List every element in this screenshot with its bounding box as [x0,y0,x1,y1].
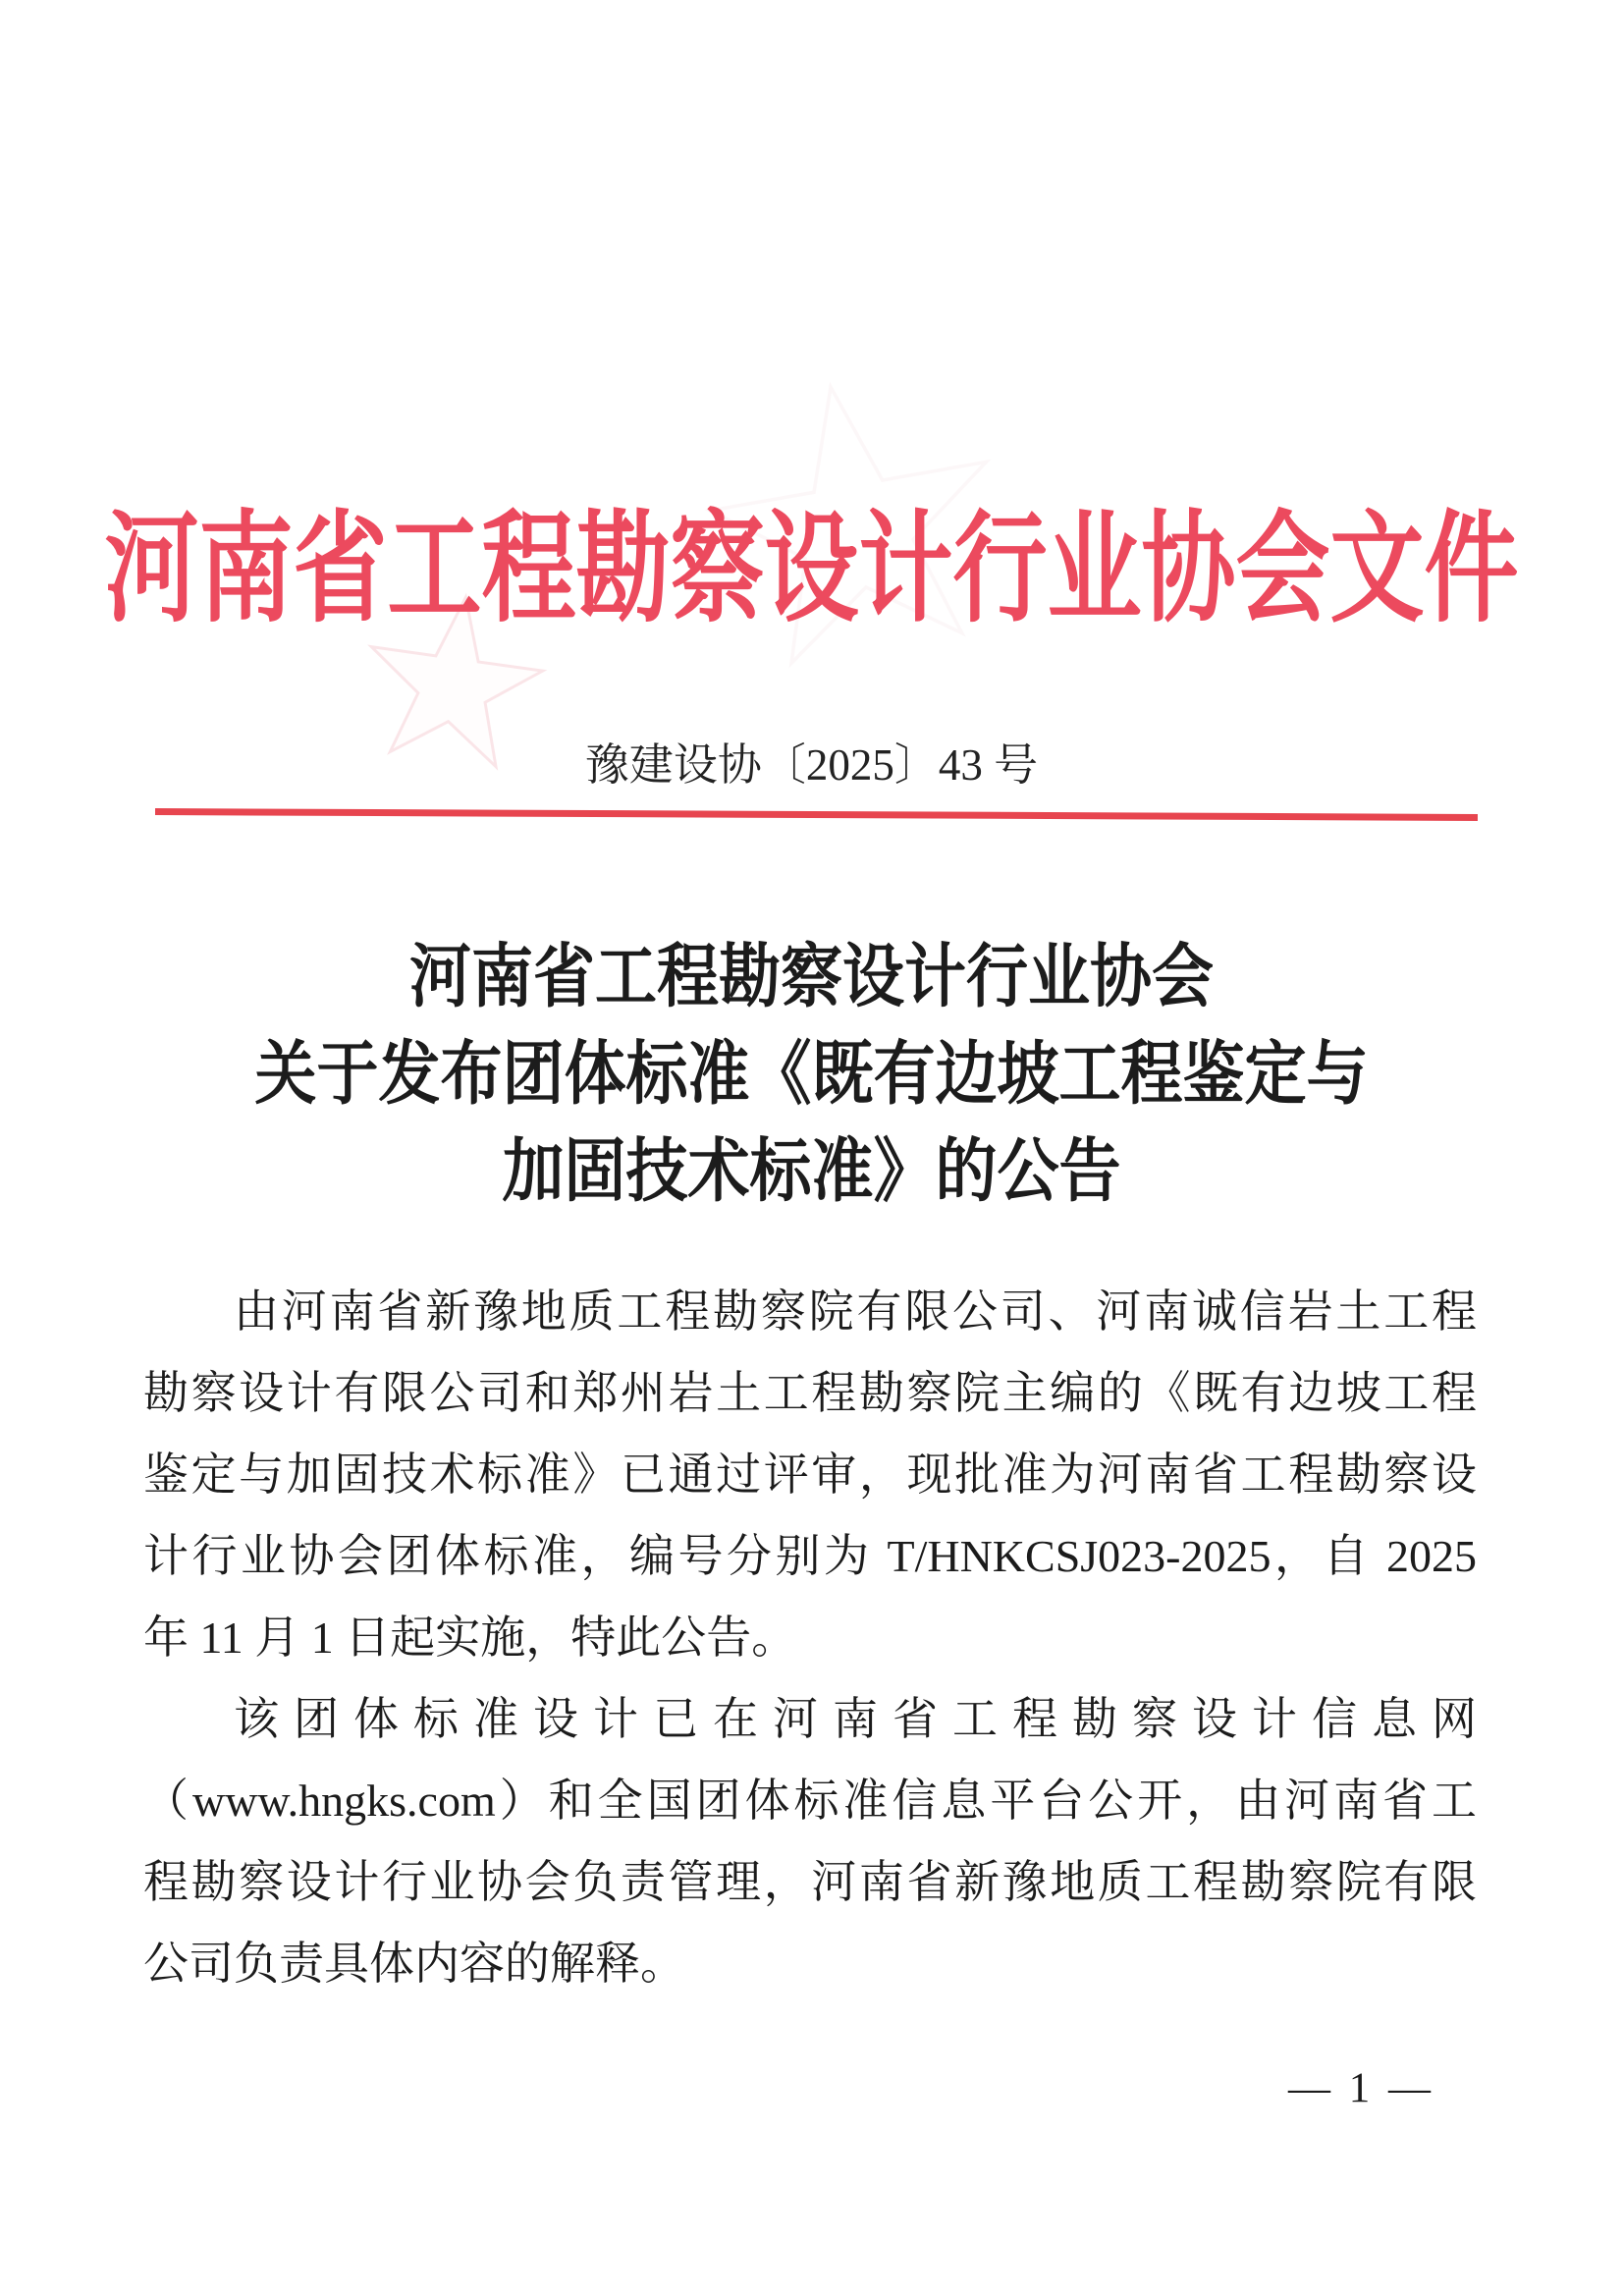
body-line: 程勘察设计行业协会负责管理，河南省新豫地质工程勘察院有限 [143,1857,1477,1907]
letterhead-title: 河南省工程勘察设计行业协会文件 [104,502,1519,637]
body-line: 勘察设计有限公司和郑州岩土工程勘察院主编的《既有边坡工程 [143,1368,1477,1418]
body-line: 公司负责具体内容的解释。 [143,1939,685,1989]
announcement-title-line-3: 加固技术标准》的公告 [502,1132,1121,1211]
announcement-title-line-1: 河南省工程勘察设计行业协会 [409,938,1214,1016]
announcement-title [0,929,1623,1221]
red-divider-rule [155,808,1478,821]
body-line: 年 11 月 1 日起实施，特此公告。 [143,1613,797,1663]
page-number: — 1 — [1288,2065,1434,2111]
body-line: （www.hngks.com）和全国团体标准信息平台公开，由河南省工 [143,1776,1477,1826]
announcement-title-line-2: 关于发布团体标准《既有边坡工程鉴定与 [254,1035,1369,1114]
document-number: 豫建设协〔2025〕43 号 [584,740,1039,790]
body-line: 该团体标准设计已在河南省工程勘察设计信息网 [234,1694,1477,1744]
body-line: 计行业协会团体标准，编号分别为 T/HNKCSJ023-2025，自 2025 [143,1531,1477,1581]
body-text [143,1271,1477,2004]
body-line: 鉴定与加固技术标准》已通过评审，现批准为河南省工程勘察设 [143,1449,1477,1500]
body-line: 由河南省新豫地质工程勘察院有限公司、河南诚信岩土工程 [234,1286,1477,1337]
